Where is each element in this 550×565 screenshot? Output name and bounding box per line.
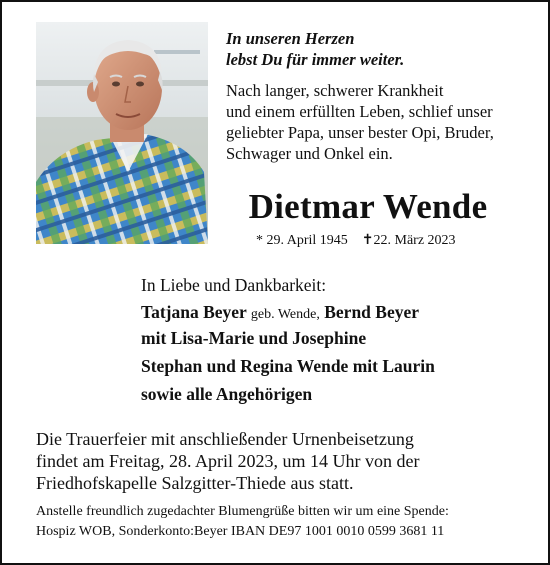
birth-date: * 29. April 1945	[256, 233, 348, 248]
verse-line: lebst Du für immer weiter.	[226, 50, 405, 69]
mourner-row: mit Lisa-Marie und Josephine	[141, 328, 367, 348]
mourners-intro: In Liebe und Dankbarkeit:	[141, 275, 327, 295]
death-notice-text	[226, 80, 526, 164]
notice-line: Nach langer, schwerer Krankheit	[226, 81, 444, 100]
notice-line: geliebter Papa, unser bester Opi, Bruder,	[226, 123, 494, 142]
donation-line: Hospiz WOB, Sonderkonto:Beyer IBAN DE97 1001 0010 0599 3681 11	[36, 524, 445, 539]
mourner-row: sowie alle Angehörigen	[141, 384, 313, 404]
portrait-photo	[36, 22, 208, 244]
mourner-name: Bernd Beyer	[324, 302, 420, 322]
notice-line: Schwager und Onkel ein.	[226, 144, 393, 163]
mourner-name: Tatjana Beyer	[141, 302, 247, 322]
deceased-name: Dietmar Wende	[248, 187, 488, 226]
maiden-name-note: geb. Wende,	[250, 307, 320, 322]
service-line: findet am Freitag, 28. April 2023, um 14 Uhr von der	[36, 451, 420, 471]
donation-request	[36, 502, 526, 542]
mourner-row: Stephan und Regina Wende mit Laurin	[141, 356, 435, 376]
funeral-service-info	[36, 428, 516, 494]
notice-line: und einem erfüllten Leben, schlief unser	[226, 102, 493, 121]
service-line: Friedhofskapelle Salzgitter-Thiede aus statt.	[36, 473, 354, 493]
service-line: Die Trauerfeier mit anschließender Urnenbeisetzung	[36, 429, 414, 449]
verse-line: In unseren Herzen	[226, 29, 355, 48]
life-dates	[256, 232, 456, 250]
death-date: ✝22. März 2023	[361, 233, 456, 248]
memorial-verse	[226, 28, 404, 70]
mourner-row	[141, 299, 435, 325]
donation-line: Anstelle freundlich zugedachter Blumengrüße bitten wir um eine Spende:	[36, 504, 449, 519]
mourners-list	[141, 299, 435, 409]
